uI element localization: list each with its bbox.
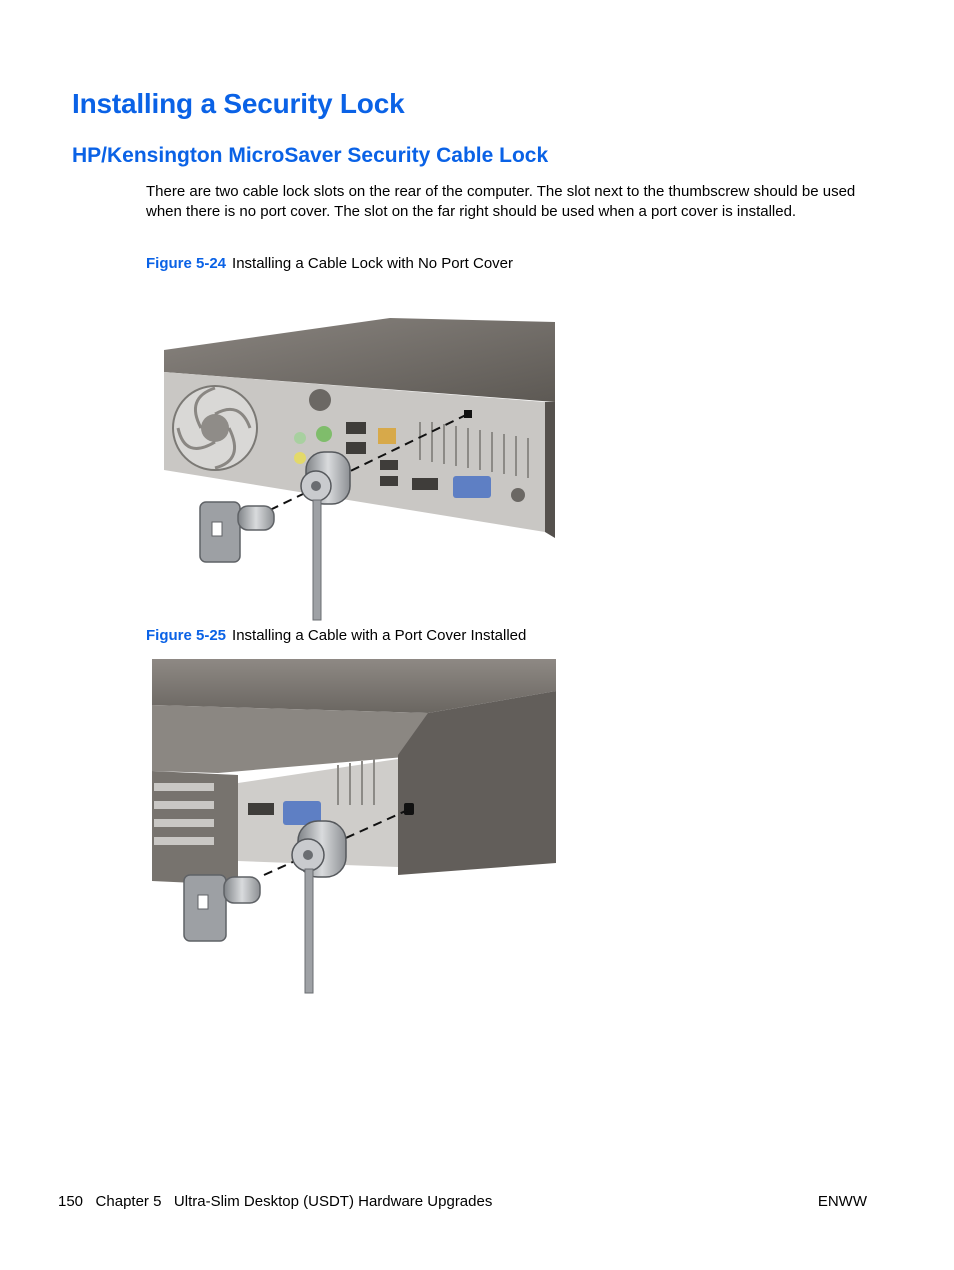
page-number: 150: [58, 1193, 84, 1210]
keyhole: [303, 850, 313, 860]
audio-port-green: [294, 432, 306, 444]
usb-port: [380, 476, 398, 486]
key-barrel: [238, 506, 274, 530]
footer-right: ENWW: [817, 1193, 867, 1210]
footer-left: [58, 1192, 492, 1212]
security-cable: [313, 500, 321, 620]
displayport: [412, 478, 438, 490]
thumbscrew: [309, 389, 331, 411]
displayport: [248, 803, 274, 815]
key-hole: [198, 895, 208, 909]
figure-caption-text: Installing a Cable with a Port Cover Installed: [232, 627, 527, 644]
audio-port-yellow: [294, 452, 306, 464]
figure-number: Figure 5-24: [146, 255, 227, 272]
chapter-label: Chapter 5 Ultra-Slim Desktop (USDT) Hardware Upgrades: [95, 1193, 493, 1210]
vga-port: [453, 476, 491, 498]
figure-caption-5-25: [146, 626, 526, 646]
figure-caption-text: Installing a Cable Lock with No Port Cover: [232, 255, 513, 272]
figure-5-24-illustration: [150, 310, 560, 625]
usb-port: [380, 460, 398, 470]
section-title: HP/Kensington MicroSaver Security Cable Lock: [72, 144, 549, 167]
chassis-side: [545, 402, 555, 538]
figure-caption-5-24: [146, 254, 513, 274]
power-jack: [511, 488, 525, 502]
keyhole: [311, 481, 321, 491]
usb-port: [346, 442, 366, 454]
ps2-port: [316, 426, 332, 442]
fan-hub: [201, 414, 229, 442]
page-title: Installing a Security Lock: [72, 88, 405, 119]
usb-port: [346, 422, 366, 434]
security-cable: [305, 869, 313, 993]
figure-5-25-illustration: [148, 655, 560, 995]
key-barrel: [224, 877, 260, 903]
figure-number: Figure 5-25: [146, 627, 227, 644]
cable-lock-slot: [404, 803, 414, 815]
network-port: [378, 428, 396, 444]
body-paragraph: There are two cable lock slots on the rear of the computer. The slot next to the thumbscrew should be used when there is no port cover. The slot on the far right should be used when a port cover is installed.: [146, 183, 856, 220]
key-hole: [212, 522, 222, 536]
